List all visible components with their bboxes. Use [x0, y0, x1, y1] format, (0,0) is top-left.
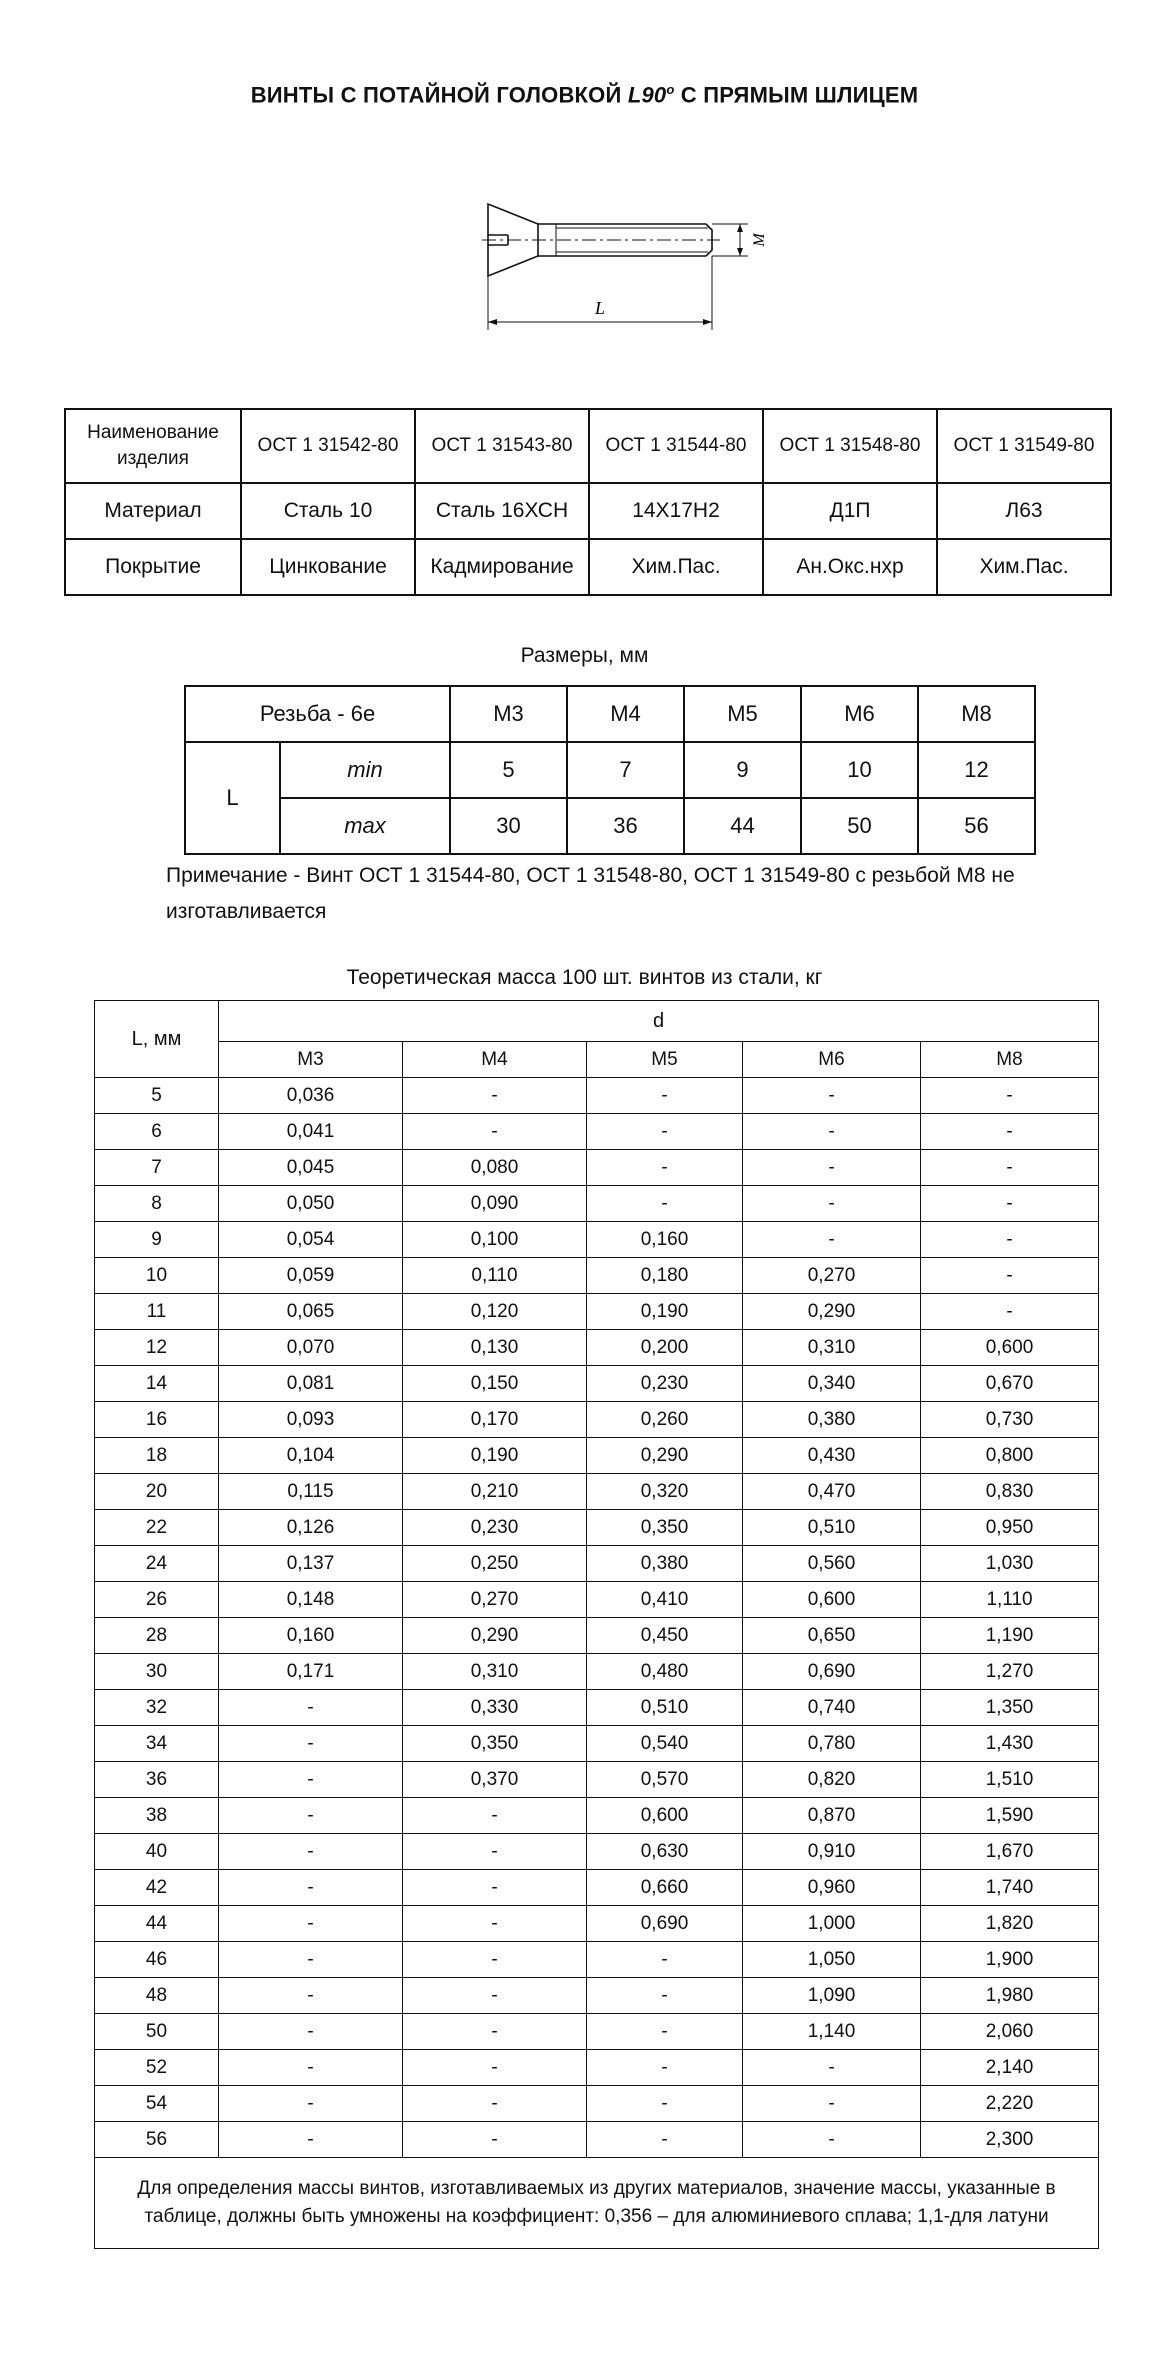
- mass-cell: 0,600: [921, 1330, 1099, 1366]
- mass-cell: -: [219, 1978, 403, 2014]
- mass-cell: 0,045: [219, 1150, 403, 1186]
- standard-cell: ОСТ 1 31544-80: [589, 409, 763, 483]
- mass-cell: -: [403, 1978, 587, 2014]
- mass-cell: 0,200: [587, 1330, 743, 1366]
- mass-cell: 1,190: [921, 1618, 1099, 1654]
- mass-cell: 1,430: [921, 1726, 1099, 1762]
- table-row: [95, 1654, 1099, 1690]
- mass-cell: 0,540: [587, 1726, 743, 1762]
- mass-cell: 0,960: [743, 1870, 921, 1906]
- table-row: [95, 1366, 1099, 1402]
- table-row: [95, 1150, 1099, 1186]
- table-row: [95, 1330, 1099, 1366]
- table-row: [95, 1294, 1099, 1330]
- mass-cell: -: [403, 1942, 587, 1978]
- dimension-label-m: M: [751, 233, 768, 247]
- column-header: М8: [921, 1042, 1099, 1078]
- length-cell: 44: [95, 1906, 219, 1942]
- length-cell: 54: [95, 2086, 219, 2122]
- row-label: Материал: [65, 483, 241, 539]
- mass-cell: 1,090: [743, 1978, 921, 2014]
- mass-cell: 0,130: [403, 1330, 587, 1366]
- mass-cell: 0,510: [743, 1510, 921, 1546]
- max-cell: 36: [567, 798, 684, 854]
- mass-cell: 2,220: [921, 2086, 1099, 2122]
- length-cell: 48: [95, 1978, 219, 2014]
- title-text-before: ВИНТЫ С ПОТАЙНОЙ ГОЛОВКОЙ: [250, 82, 628, 108]
- mass-cell: -: [403, 1078, 587, 1114]
- mass-header-row: [95, 1001, 1099, 1042]
- table-row: [95, 1618, 1099, 1654]
- mass-cell: -: [587, 2050, 743, 2086]
- mass-cell: 0,054: [219, 1222, 403, 1258]
- mass-cell: 1,820: [921, 1906, 1099, 1942]
- length-cell: 6: [95, 1114, 219, 1150]
- standard-cell: ОСТ 1 31543-80: [415, 409, 589, 483]
- materials-table: [64, 408, 1112, 596]
- mass-cell: -: [921, 1294, 1099, 1330]
- min-cell: 5: [450, 742, 567, 798]
- mass-cell: 0,410: [587, 1582, 743, 1618]
- mass-cell: 0,270: [743, 1258, 921, 1294]
- mass-cell: -: [743, 1078, 921, 1114]
- mass-columns-row: [95, 1042, 1099, 1078]
- mass-cell: 0,210: [403, 1474, 587, 1510]
- mass-cell: 0,350: [587, 1510, 743, 1546]
- mass-cell: -: [219, 1834, 403, 1870]
- mass-cell: -: [403, 2014, 587, 2050]
- length-cell: 11: [95, 1294, 219, 1330]
- coating-cell: Ан.Окс.нхр: [763, 539, 937, 595]
- mass-cell: -: [403, 2050, 587, 2086]
- mass-cell: 0,800: [921, 1438, 1099, 1474]
- l-label: L: [185, 742, 280, 854]
- mass-cell: 0,690: [587, 1906, 743, 1942]
- length-cell: 28: [95, 1618, 219, 1654]
- mass-cell: -: [743, 2086, 921, 2122]
- length-cell: 50: [95, 2014, 219, 2050]
- standard-cell: ОСТ 1 31542-80: [241, 409, 415, 483]
- mass-cell: 0,950: [921, 1510, 1099, 1546]
- mass-cell: -: [921, 1258, 1099, 1294]
- mass-cell: -: [743, 1186, 921, 1222]
- mass-cell: 1,900: [921, 1942, 1099, 1978]
- mass-cell: 0,110: [403, 1258, 587, 1294]
- sizes-caption: Размеры, мм: [520, 644, 649, 667]
- column-header: М3: [219, 1042, 403, 1078]
- length-cell: 32: [95, 1690, 219, 1726]
- mass-cell: 1,670: [921, 1834, 1099, 1870]
- mass-cell: -: [743, 1150, 921, 1186]
- max-label: max: [280, 798, 450, 854]
- mass-cell: -: [921, 1150, 1099, 1186]
- mass-footer: Для определения массы винтов, изготавливаемых из других материалов, значение массы, указанные в таблице, должны быть умножены на коэффициент: 0,356 – для алюминиевого сплава; 1,1-для латуни: [95, 2158, 1099, 2249]
- table-row: [95, 1474, 1099, 1510]
- table-row: [95, 1870, 1099, 1906]
- mass-cell: 2,060: [921, 2014, 1099, 2050]
- mass-footer-row: [95, 2158, 1099, 2249]
- mass-cell: 1,050: [743, 1942, 921, 1978]
- mass-cell: -: [587, 1150, 743, 1186]
- mass-cell: 0,870: [743, 1798, 921, 1834]
- length-cell: 40: [95, 1834, 219, 1870]
- coating-cell: Цинкование: [241, 539, 415, 595]
- page-title: [0, 82, 1169, 108]
- table-row: [95, 1186, 1099, 1222]
- mass-cell: 0,180: [587, 1258, 743, 1294]
- mass-cell: 0,600: [743, 1582, 921, 1618]
- max-cell: 30: [450, 798, 567, 854]
- length-cell: 22: [95, 1510, 219, 1546]
- thread-cell: М6: [801, 686, 918, 742]
- mass-cell: 2,300: [921, 2122, 1099, 2158]
- mass-cell: -: [587, 1978, 743, 2014]
- mass-cell: 0,100: [403, 1222, 587, 1258]
- mass-cell: 0,630: [587, 1834, 743, 1870]
- mass-cell: 0,065: [219, 1294, 403, 1330]
- mass-cell: -: [921, 1114, 1099, 1150]
- mass-cell: -: [219, 1870, 403, 1906]
- table-row: [95, 2050, 1099, 2086]
- length-cell: 52: [95, 2050, 219, 2086]
- mass-cell: 0,070: [219, 1330, 403, 1366]
- mass-cell: -: [587, 1078, 743, 1114]
- mass-cell: 0,137: [219, 1546, 403, 1582]
- mass-cell: 0,340: [743, 1366, 921, 1402]
- mass-cell: 0,570: [587, 1762, 743, 1798]
- mass-cell: 0,250: [403, 1546, 587, 1582]
- materials-header-row: [65, 409, 1111, 483]
- mass-cell: 0,115: [219, 1474, 403, 1510]
- mass-cell: 0,090: [403, 1186, 587, 1222]
- mass-cell: 0,830: [921, 1474, 1099, 1510]
- material-cell: Сталь 16ХСН: [415, 483, 589, 539]
- mass-cell: 0,126: [219, 1510, 403, 1546]
- mass-cell: -: [219, 2014, 403, 2050]
- material-cell: 14Х17Н2: [589, 483, 763, 539]
- table-row: [95, 1582, 1099, 1618]
- table-row: [95, 1690, 1099, 1726]
- min-cell: 7: [567, 742, 684, 798]
- length-cell: 42: [95, 1870, 219, 1906]
- mass-cell: 1,270: [921, 1654, 1099, 1690]
- mass-cell: 0,290: [587, 1438, 743, 1474]
- mass-cell: 0,080: [403, 1150, 587, 1186]
- mass-cell: 0,560: [743, 1546, 921, 1582]
- table-row: [95, 1546, 1099, 1582]
- mass-cell: 0,330: [403, 1690, 587, 1726]
- mass-cell: 0,230: [403, 1510, 587, 1546]
- mass-caption: Теоретическая масса 100 шт. винтов из стали, кг: [346, 966, 823, 989]
- mass-cell: -: [587, 1114, 743, 1150]
- mass-cell: 0,150: [403, 1366, 587, 1402]
- max-cell: 50: [801, 798, 918, 854]
- mass-cell: 0,650: [743, 1618, 921, 1654]
- mass-cell: 0,050: [219, 1186, 403, 1222]
- mass-cell: 1,000: [743, 1906, 921, 1942]
- mass-cell: 0,036: [219, 1078, 403, 1114]
- length-cell: 5: [95, 1078, 219, 1114]
- mass-cell: 0,820: [743, 1762, 921, 1798]
- mass-cell: 0,190: [587, 1294, 743, 1330]
- table-row: [95, 1258, 1099, 1294]
- length-cell: 16: [95, 1402, 219, 1438]
- min-label: min: [280, 742, 450, 798]
- mass-cell: 0,170: [403, 1402, 587, 1438]
- table-row: [95, 1438, 1099, 1474]
- d-header: d: [219, 1001, 1099, 1042]
- mass-cell: -: [403, 1798, 587, 1834]
- mass-cell: -: [219, 1762, 403, 1798]
- length-cell: 30: [95, 1654, 219, 1690]
- mass-cell: 0,380: [587, 1546, 743, 1582]
- mass-cell: 0,780: [743, 1726, 921, 1762]
- table-row: [95, 1402, 1099, 1438]
- table-row: [95, 1798, 1099, 1834]
- mass-cell: 0,093: [219, 1402, 403, 1438]
- mass-cell: 0,171: [219, 1654, 403, 1690]
- mass-cell: 0,670: [921, 1366, 1099, 1402]
- length-cell: 38: [95, 1798, 219, 1834]
- length-cell: 26: [95, 1582, 219, 1618]
- mass-cell: -: [219, 1726, 403, 1762]
- mass-cell: 0,290: [403, 1618, 587, 1654]
- mass-cell: 2,140: [921, 2050, 1099, 2086]
- mass-cell: 0,230: [587, 1366, 743, 1402]
- mass-cell: 1,140: [743, 2014, 921, 2050]
- length-cell: 24: [95, 1546, 219, 1582]
- sizes-max-row: [185, 798, 1035, 854]
- l-mm-header: L, мм: [95, 1001, 219, 1078]
- coating-cell: Кадмирование: [415, 539, 589, 595]
- mass-cell: -: [403, 1114, 587, 1150]
- mass-cell: 0,480: [587, 1654, 743, 1690]
- table-row: [95, 2014, 1099, 2050]
- thread-cell: М5: [684, 686, 801, 742]
- mass-cell: 1,590: [921, 1798, 1099, 1834]
- title-degree: о: [666, 82, 675, 97]
- mass-cell: -: [743, 2122, 921, 2158]
- mass-cell: -: [921, 1186, 1099, 1222]
- table-row: [95, 1978, 1099, 2014]
- length-cell: 12: [95, 1330, 219, 1366]
- table-row: [95, 1510, 1099, 1546]
- mass-cell: 0,370: [403, 1762, 587, 1798]
- mass-cell: 0,510: [587, 1690, 743, 1726]
- table-row: [95, 1834, 1099, 1870]
- min-cell: 9: [684, 742, 801, 798]
- min-cell: 10: [801, 742, 918, 798]
- mass-cell: -: [403, 1834, 587, 1870]
- mass-cell: 0,470: [743, 1474, 921, 1510]
- mass-cell: 0,310: [743, 1330, 921, 1366]
- mass-cell: -: [219, 1798, 403, 1834]
- mass-cell: -: [219, 1942, 403, 1978]
- coating-cell: Хим.Пас.: [589, 539, 763, 595]
- max-cell: 44: [684, 798, 801, 854]
- coating-row: [65, 539, 1111, 595]
- mass-cell: 0,059: [219, 1258, 403, 1294]
- column-header: М4: [403, 1042, 587, 1078]
- mass-cell: -: [219, 2050, 403, 2086]
- mass-cell: 0,430: [743, 1438, 921, 1474]
- thread-cell: М4: [567, 686, 684, 742]
- mass-cell: -: [743, 2050, 921, 2086]
- table-row: [95, 1222, 1099, 1258]
- material-row: [65, 483, 1111, 539]
- mass-cell: 0,320: [587, 1474, 743, 1510]
- mass-cell: 1,740: [921, 1870, 1099, 1906]
- mass-table: [94, 1000, 1099, 2249]
- sizes-table: [184, 685, 1036, 855]
- mass-cell: 0,190: [403, 1438, 587, 1474]
- mass-cell: -: [403, 2122, 587, 2158]
- mass-cell: 0,910: [743, 1834, 921, 1870]
- mass-cell: -: [219, 2086, 403, 2122]
- mass-cell: 0,160: [587, 1222, 743, 1258]
- mass-cell: 0,270: [403, 1582, 587, 1618]
- mass-cell: 0,290: [743, 1294, 921, 1330]
- length-cell: 9: [95, 1222, 219, 1258]
- length-cell: 8: [95, 1186, 219, 1222]
- mass-cell: -: [743, 1222, 921, 1258]
- material-cell: Л63: [937, 483, 1111, 539]
- title-angle: L90: [627, 82, 667, 108]
- material-cell: Д1П: [763, 483, 937, 539]
- length-cell: 18: [95, 1438, 219, 1474]
- length-cell: 34: [95, 1726, 219, 1762]
- note-text: Примечание - Винт ОСТ 1 31544-80, ОСТ 1 31548-80, ОСТ 1 31549-80 с резьбой М8 не изготавливается: [166, 864, 1015, 923]
- column-header: М6: [743, 1042, 921, 1078]
- mass-cell: 0,120: [403, 1294, 587, 1330]
- table-row: [95, 1114, 1099, 1150]
- mass-cell: -: [219, 1690, 403, 1726]
- length-cell: 36: [95, 1762, 219, 1798]
- mass-cell: -: [921, 1222, 1099, 1258]
- mass-cell: 0,690: [743, 1654, 921, 1690]
- mass-cell: 0,450: [587, 1618, 743, 1654]
- mass-cell: 1,510: [921, 1762, 1099, 1798]
- length-cell: 56: [95, 2122, 219, 2158]
- max-cell: 56: [918, 798, 1035, 854]
- thread-label: Резьба - 6е: [185, 686, 450, 742]
- mass-cell: 0,310: [403, 1654, 587, 1690]
- mass-cell: 1,110: [921, 1582, 1099, 1618]
- coating-cell: Хим.Пас.: [937, 539, 1111, 595]
- mass-cell: -: [403, 1870, 587, 1906]
- mass-cell: -: [587, 1186, 743, 1222]
- length-cell: 20: [95, 1474, 219, 1510]
- mass-cell: -: [921, 1078, 1099, 1114]
- dimension-label-l: L: [594, 298, 606, 318]
- mass-cell: 0,660: [587, 1870, 743, 1906]
- table-row: [95, 2122, 1099, 2158]
- standard-cell: ОСТ 1 31549-80: [937, 409, 1111, 483]
- table-row: [95, 1762, 1099, 1798]
- thread-cell: М8: [918, 686, 1035, 742]
- thread-cell: М3: [450, 686, 567, 742]
- mass-cell: -: [587, 1942, 743, 1978]
- mass-cell: -: [403, 1906, 587, 1942]
- column-header: М5: [587, 1042, 743, 1078]
- length-cell: 7: [95, 1150, 219, 1186]
- standard-cell: ОСТ 1 31548-80: [763, 409, 937, 483]
- material-cell: Сталь 10: [241, 483, 415, 539]
- mass-cell: 0,104: [219, 1438, 403, 1474]
- mass-cell: -: [587, 2014, 743, 2050]
- length-cell: 10: [95, 1258, 219, 1294]
- row-header-name: Наименование изделия: [65, 409, 241, 483]
- mass-cell: -: [403, 2086, 587, 2122]
- mass-cell: 1,980: [921, 1978, 1099, 2014]
- screw-drawing: [478, 190, 778, 340]
- mass-cell: 0,380: [743, 1402, 921, 1438]
- min-cell: 12: [918, 742, 1035, 798]
- table-row: [95, 2086, 1099, 2122]
- mass-cell: 0,081: [219, 1366, 403, 1402]
- mass-cell: 0,350: [403, 1726, 587, 1762]
- sizes-header-row: [185, 686, 1035, 742]
- table-row: [95, 1942, 1099, 1978]
- mass-cell: -: [743, 1114, 921, 1150]
- mass-cell: 0,148: [219, 1582, 403, 1618]
- mass-cell: 0,740: [743, 1690, 921, 1726]
- title-text-after: С ПРЯМЫМ ШЛИЦЕМ: [674, 82, 919, 108]
- length-cell: 46: [95, 1942, 219, 1978]
- table-row: [95, 1906, 1099, 1942]
- mass-cell: 1,030: [921, 1546, 1099, 1582]
- mass-cell: 0,260: [587, 1402, 743, 1438]
- row-label: Покрытие: [65, 539, 241, 595]
- mass-cell: 1,350: [921, 1690, 1099, 1726]
- mass-cell: -: [219, 1906, 403, 1942]
- sizes-min-row: [185, 742, 1035, 798]
- mass-cell: 0,600: [587, 1798, 743, 1834]
- mass-cell: -: [219, 2122, 403, 2158]
- mass-cell: 0,730: [921, 1402, 1099, 1438]
- mass-cell: -: [587, 2122, 743, 2158]
- length-cell: 14: [95, 1366, 219, 1402]
- table-row: [95, 1726, 1099, 1762]
- mass-cell: -: [587, 2086, 743, 2122]
- mass-cell: 0,041: [219, 1114, 403, 1150]
- table-row: [95, 1078, 1099, 1114]
- mass-cell: 0,160: [219, 1618, 403, 1654]
